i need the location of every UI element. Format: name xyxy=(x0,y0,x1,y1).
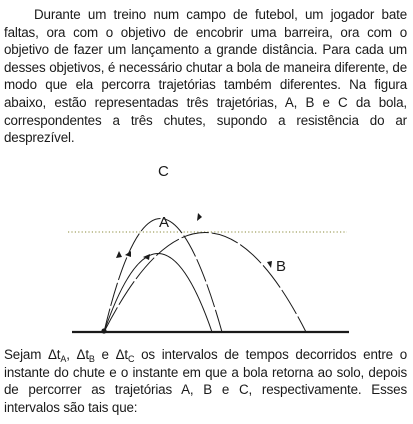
delta-b: Δt xyxy=(76,347,89,362)
arrow-c-up xyxy=(116,251,122,258)
trajectory-a xyxy=(104,254,212,333)
label-c: C xyxy=(158,163,169,180)
sep-1: , xyxy=(66,347,77,362)
label-b: B xyxy=(276,258,287,275)
sep-2: e xyxy=(94,347,116,362)
question-paragraph xyxy=(4,346,407,416)
trajectory-b xyxy=(104,233,306,333)
question-lead: Sejam xyxy=(4,347,48,362)
delta-c: Δt xyxy=(115,347,128,362)
delta-a: Δt xyxy=(47,347,61,362)
kick-point xyxy=(101,328,106,333)
arrow-b-down xyxy=(267,261,272,268)
trajectory-c xyxy=(104,219,222,333)
intro-text: Durante um treino num campo de futebol, um jogador bate faltas, ora com o objetivo de encobrir uma barreira, ora com o objetivo de fazer um lançamento a grande distância. Para cada um desses objetivos, é necessário chutar a bola de maneira diferente, de modo que ela percorra trajetórias também diferentes. Na figura abaixo, estão representadas três trajetórias, A, B e C da bola, correspondentes a três chutes, supondo a resistência do ar desprezível. xyxy=(4,7,407,146)
question-text: os intervalos de tempos decorridos entre o instante do chute e o instante em que a bola retorna ao solo, depois de percorrer as trajetórias A, B e C, respectivamente. Esses intervalos são tais que: xyxy=(4,347,407,415)
sub-c: C xyxy=(127,354,135,364)
arrow-c-down xyxy=(197,213,202,221)
intro-paragraph xyxy=(4,6,407,147)
trajectory-figure xyxy=(0,155,413,345)
label-a: A xyxy=(159,214,170,231)
sub-a: A xyxy=(60,354,67,364)
arrow-a-up xyxy=(125,251,131,257)
sub-b: B xyxy=(88,354,95,364)
